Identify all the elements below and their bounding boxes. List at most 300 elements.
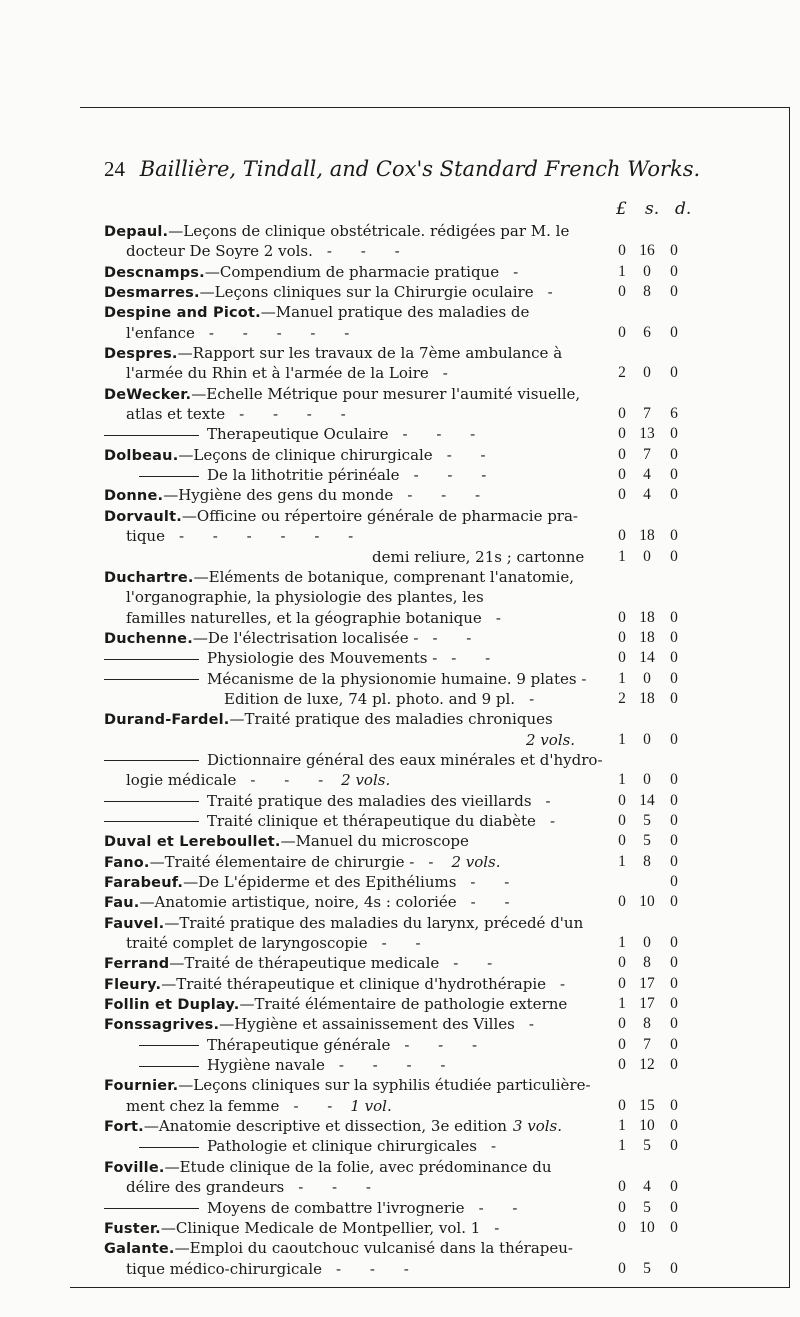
price-pence: 0 xyxy=(670,1137,678,1155)
price-pounds: 0 xyxy=(618,527,626,545)
price-pounds: 1 xyxy=(618,934,626,952)
price-pence: 0 xyxy=(670,791,678,809)
entry-author: Depaul. xyxy=(104,224,169,240)
entry-title: Traité pratique des maladies des vieillards xyxy=(207,791,532,810)
catalogue-line xyxy=(104,791,794,811)
price-pence: 0 xyxy=(670,262,678,280)
entry-text xyxy=(104,648,502,668)
entry-author: Dorvault. xyxy=(104,508,182,525)
price-shillings: 7 xyxy=(643,445,651,463)
entry-title: Mécanisme de la physionomie humaine. 9 plates - xyxy=(207,669,587,688)
price-shillings: 4 xyxy=(643,1178,651,1196)
entry-title: —Echelle Métrique pour mesurer l'aumité visuelle, xyxy=(191,384,581,403)
entry-text xyxy=(104,628,483,649)
entry-title: —De L'épiderme et des Epithéliums xyxy=(183,873,457,891)
entry-text xyxy=(126,1096,392,1116)
entry-author: Despres. xyxy=(104,346,178,363)
entry-title: —Leçons cliniques sur la Chirurgie oculaire xyxy=(199,283,534,302)
entry-title: Hygiène navale xyxy=(207,1056,325,1075)
price-pence: 0 xyxy=(670,669,678,687)
entry-title: —Anatomie descriptive et dissection, 3e edition xyxy=(143,1117,507,1136)
price-pence: 0 xyxy=(670,425,678,443)
entry-title: ment chez la femme xyxy=(126,1096,280,1115)
entry-text xyxy=(126,1177,383,1197)
entry-text xyxy=(104,1218,511,1239)
price-pounds: 1 xyxy=(618,730,626,748)
leader-dashes: - xyxy=(428,852,446,871)
entry-author: Descnamps. xyxy=(104,264,205,281)
price-shillings: 4 xyxy=(643,466,651,484)
entry-title: demi reliure, 21s ; cartonne xyxy=(372,547,585,566)
ditto-rule xyxy=(139,1066,199,1067)
leader-dashes: - xyxy=(547,283,565,302)
catalogue-line xyxy=(104,1014,794,1034)
catalogue-line xyxy=(104,323,794,343)
price-shillings: 18 xyxy=(639,628,655,646)
price-shillings: 0 xyxy=(643,934,651,952)
price-pounds: 0 xyxy=(618,242,626,260)
price-pence: 0 xyxy=(670,323,678,341)
entry-author: Duchenne. xyxy=(104,630,193,647)
catalogue-line xyxy=(104,221,794,241)
leader-dashes: - - - xyxy=(402,425,488,444)
price-pounds: 0 xyxy=(618,425,626,443)
entry-text xyxy=(104,872,521,893)
price-shillings: 5 xyxy=(643,1137,651,1155)
entry-title: tique xyxy=(126,527,165,546)
leader-dashes: - - xyxy=(381,934,433,953)
ditto-rule xyxy=(139,1045,199,1046)
entry-text xyxy=(104,1157,552,1178)
entry-author: Follin et Duplay. xyxy=(104,997,240,1014)
price-pence: 0 xyxy=(670,242,678,260)
entry-text xyxy=(126,404,358,424)
price-shillings: 0 xyxy=(643,669,651,687)
entry-title: —Manuel du microscope xyxy=(280,832,469,851)
catalogue-line xyxy=(104,913,794,933)
price-pounds: 0 xyxy=(618,1218,626,1236)
pence-column-header: d. xyxy=(675,199,692,219)
price-shillings: 0 xyxy=(643,262,651,280)
catalogue-line xyxy=(104,1116,794,1136)
price-shillings: 10 xyxy=(639,1117,655,1135)
leader-dashes: - - xyxy=(451,649,503,668)
entry-text xyxy=(126,1259,421,1279)
price-pounds: 0 xyxy=(618,832,626,850)
price-shillings: 0 xyxy=(643,547,651,565)
price-pounds: 0 xyxy=(618,608,626,626)
entry-text xyxy=(104,343,562,364)
entry-text xyxy=(104,302,529,323)
catalogue-line xyxy=(104,1198,794,1218)
entry-title: traité complet de laryngoscopie xyxy=(126,934,368,953)
ditto-rule xyxy=(139,476,199,477)
price-shillings: 17 xyxy=(639,974,655,992)
catalogue-line xyxy=(104,343,794,363)
entry-author: Ferrand xyxy=(104,956,170,973)
entry-text xyxy=(104,567,574,588)
entry-title: Traité clinique et thérapeutique du diabète xyxy=(207,811,536,830)
ditto-rule xyxy=(104,801,199,802)
leader-dashes: - xyxy=(494,1218,512,1237)
entry-text xyxy=(126,241,412,261)
price-pounds: 2 xyxy=(618,689,626,707)
price-pence: 0 xyxy=(670,852,678,870)
catalogue-line xyxy=(104,465,794,485)
entry-text xyxy=(104,282,565,303)
entry-text xyxy=(126,587,484,607)
price-pounds: 0 xyxy=(618,445,626,463)
price-shillings: 7 xyxy=(643,405,651,423)
entry-title: familles naturelles, et la géographie botanique xyxy=(126,608,482,627)
entry-title: —Hygiène des gens du monde xyxy=(163,486,394,505)
page-number: 24 xyxy=(104,157,125,181)
price-pounds: 0 xyxy=(618,893,626,911)
entry-title: logie médicale xyxy=(126,771,237,790)
entry-text xyxy=(104,913,583,934)
entry-title: l'enfance xyxy=(126,323,195,342)
entry-author: Fort. xyxy=(104,1119,144,1136)
price-shillings: 0 xyxy=(643,771,651,789)
entry-text xyxy=(104,974,577,995)
price-pence: 0 xyxy=(670,873,678,890)
entry-title: —Hygiène et assainissement des Villes xyxy=(219,1015,515,1034)
ditto-rule xyxy=(139,1147,199,1148)
entry-title: —Leçons de clinique chirurgicale xyxy=(178,445,433,464)
entry-title: Therapeutique Oculaire xyxy=(207,425,389,444)
price-pounds: 1 xyxy=(618,1137,626,1155)
price-shillings: 14 xyxy=(639,649,655,667)
price-pounds: 0 xyxy=(618,323,626,341)
entry-text xyxy=(104,831,469,852)
entry-text xyxy=(104,750,603,770)
catalogue-line xyxy=(104,384,794,404)
price-shillings: 10 xyxy=(639,1218,655,1236)
entry-author: Farabeuf. xyxy=(104,875,184,891)
entry-title: —Clinique Medicale de Montpellier, vol. 1 xyxy=(160,1218,481,1237)
leader-dashes: - xyxy=(528,1015,546,1034)
price-pounds: 0 xyxy=(618,1056,626,1074)
catalogue-line xyxy=(104,404,794,424)
price-shillings: 5 xyxy=(643,832,651,850)
catalogue-line xyxy=(104,424,794,444)
ditto-rule xyxy=(104,659,199,660)
price-shillings: 8 xyxy=(643,954,651,972)
price-pounds: 0 xyxy=(618,1035,626,1053)
entry-title: —Emploi du caoutchouc vulcanisé dans la thérapeu- xyxy=(174,1239,573,1258)
price-pence: 0 xyxy=(670,832,678,850)
entry-author: Fano. xyxy=(104,854,150,871)
price-shillings: 14 xyxy=(639,791,655,809)
catalogue-line xyxy=(104,750,794,770)
catalogue-line xyxy=(104,608,794,628)
volume-note: 2 vols. xyxy=(341,771,391,790)
price-pounds: 0 xyxy=(618,954,626,972)
price-pounds: 1 xyxy=(618,1117,626,1135)
leader-dashes: - - - - xyxy=(239,405,358,424)
shillings-column-header: s. xyxy=(645,199,660,219)
entry-title: atlas et texte xyxy=(126,405,226,424)
entry-author: DeWecker. xyxy=(104,386,192,403)
leader-dashes: - - - xyxy=(326,242,412,261)
catalogue-line xyxy=(104,669,794,689)
entry-author: Foville. xyxy=(104,1159,165,1176)
frame-top-rule xyxy=(80,107,790,108)
price-pence: 0 xyxy=(670,1117,678,1135)
catalogue-line xyxy=(104,1157,794,1177)
entry-title: —Eléments de botanique, comprenant l'anatomie, xyxy=(193,567,575,586)
entry-author: Donne. xyxy=(104,488,164,505)
entry-text xyxy=(126,933,433,953)
ditto-rule xyxy=(104,760,199,761)
ditto-rule xyxy=(104,1208,199,1209)
price-pence: 0 xyxy=(670,1015,678,1033)
catalogue-line xyxy=(104,241,794,261)
volume-note: 2 vols. xyxy=(451,852,501,871)
leader-dashes: - xyxy=(442,364,460,383)
entry-text xyxy=(104,1035,489,1055)
price-pence: 0 xyxy=(670,974,678,992)
entry-title: —Traité thérapeutique et clinique d'hydrothérapie xyxy=(161,974,547,993)
leader-dashes: - xyxy=(545,791,563,810)
entry-title: Edition de luxe, 74 pl. photo. and 9 pl. xyxy=(224,689,516,708)
leader-dashes: - xyxy=(513,262,531,281)
leader-dashes: - - xyxy=(470,893,522,912)
entry-title: l'armée du Rhin et à l'armée de la Loire xyxy=(126,364,429,383)
entry-title: Dictionnaire général des eaux minérales et d'hydro- xyxy=(207,750,603,769)
price-shillings: 6 xyxy=(643,323,651,341)
entry-text xyxy=(104,1055,457,1075)
price-pence: 0 xyxy=(670,283,678,301)
leader-dashes: - - - xyxy=(250,771,336,790)
catalogue-line xyxy=(104,1136,794,1156)
entry-text xyxy=(104,424,487,444)
price-pounds: 0 xyxy=(618,466,626,484)
catalogue-line xyxy=(104,1096,794,1116)
catalogue-line xyxy=(104,547,794,567)
volume-note: 3 vols. xyxy=(512,1117,563,1136)
ditto-rule xyxy=(104,679,199,680)
ditto-rule xyxy=(104,435,199,436)
leader-dashes: - - - xyxy=(407,486,493,505)
price-pounds: 0 xyxy=(618,1198,626,1216)
entry-author: Fournier. xyxy=(104,1078,179,1095)
entry-author: Duval et Lereboullet. xyxy=(104,834,281,851)
ditto-rule xyxy=(104,821,199,822)
price-pounds: 2 xyxy=(618,364,626,382)
leader-dashes: - xyxy=(549,811,568,830)
price-shillings: 0 xyxy=(643,364,651,382)
price-pounds: 0 xyxy=(618,974,626,992)
catalogue-line xyxy=(104,648,794,668)
price-pounds: 0 xyxy=(618,628,626,646)
catalogue-line xyxy=(104,1075,794,1095)
entry-text xyxy=(104,709,553,730)
leader-dashes: - - - xyxy=(336,1259,421,1278)
entry-title: —Manuel pratique des maladies de xyxy=(260,303,530,322)
price-shillings: 7 xyxy=(643,1035,651,1053)
price-pence: 0 xyxy=(670,364,678,382)
price-pence: 0 xyxy=(670,1035,678,1053)
leader-dashes: - - xyxy=(453,954,505,973)
frame-bottom-rule xyxy=(70,1287,790,1288)
catalogue-line xyxy=(104,262,794,282)
price-pounds: 0 xyxy=(618,811,626,829)
price-pounds: 0 xyxy=(618,791,626,809)
price-pence: 0 xyxy=(670,445,678,463)
running-head xyxy=(104,157,764,182)
catalogue-list xyxy=(104,221,794,1279)
catalogue-line xyxy=(104,689,794,709)
entry-title: docteur De Soyre 2 vols. xyxy=(126,242,313,261)
catalogue-line xyxy=(104,363,794,383)
entry-title: —Etude clinique de la folie, avec prédominance du xyxy=(164,1157,552,1176)
leader-dashes: - xyxy=(560,974,578,993)
price-pence: 0 xyxy=(670,995,678,1013)
price-shillings: 18 xyxy=(639,689,655,707)
entry-text xyxy=(104,1198,529,1218)
leader-dashes: - - - xyxy=(413,466,499,485)
entry-author: Fuster. xyxy=(104,1220,161,1237)
entry-text xyxy=(104,811,567,831)
entry-title: l'organographie, la physiologie des plantes, les xyxy=(126,588,484,607)
price-shillings: 12 xyxy=(639,1056,655,1074)
price-pounds: 1 xyxy=(618,852,626,870)
entry-title: Physiologie des Mouvements - xyxy=(207,649,438,668)
catalogue-line xyxy=(104,1259,794,1279)
price-shillings: 8 xyxy=(643,1015,651,1033)
entry-text xyxy=(104,221,569,242)
price-pence: 0 xyxy=(670,893,678,911)
entry-text xyxy=(104,953,504,974)
price-pence: 0 xyxy=(670,547,678,565)
entry-text xyxy=(224,689,546,709)
price-shillings: 8 xyxy=(643,283,651,301)
entry-text xyxy=(104,669,586,689)
price-pence: 6 xyxy=(670,405,678,423)
leader-dashes: - - xyxy=(432,628,484,647)
catalogue-line xyxy=(104,831,794,851)
entry-text xyxy=(126,770,390,790)
catalogue-line xyxy=(104,1238,794,1258)
leader-dashes: - - - - - xyxy=(208,323,362,342)
entry-author: Durand-Fardel. xyxy=(104,712,230,729)
catalogue-line xyxy=(104,1218,794,1238)
entry-text xyxy=(104,1075,591,1096)
price-pounds: 0 xyxy=(618,649,626,667)
entry-author: Fleury. xyxy=(104,976,162,993)
entry-title: —Leçons cliniques sur la syphilis étudiée particulière- xyxy=(178,1076,591,1095)
catalogue-line xyxy=(104,1035,794,1055)
entry-text xyxy=(104,1238,573,1259)
entry-title: délire des grandeurs xyxy=(126,1178,285,1197)
page-title: Baillière, Tindall, and Cox's Standard French Works. xyxy=(139,157,701,181)
entry-text xyxy=(104,1014,546,1035)
entry-title: —Leçons de clinique obstétricale. rédigées par M. le xyxy=(168,222,570,240)
entry-author: Fonssagrives. xyxy=(104,1017,220,1034)
entry-text xyxy=(104,506,578,527)
entry-title: —Traité élémentaire de pathologie externe xyxy=(239,995,568,1014)
price-pence: 0 xyxy=(670,1178,678,1196)
entry-title: 2 vols. xyxy=(526,730,576,749)
entry-author: Galante. xyxy=(104,1241,175,1258)
catalogue-line xyxy=(104,1177,794,1197)
price-pence: 0 xyxy=(670,466,678,484)
leader-dashes: - xyxy=(529,689,547,708)
price-shillings: 4 xyxy=(643,486,651,504)
catalogue-line xyxy=(104,811,794,831)
catalogue-line xyxy=(104,282,794,302)
entry-text xyxy=(104,791,563,811)
catalogue-line xyxy=(104,994,794,1014)
entry-title: Moyens de combattre l'ivrognerie xyxy=(207,1198,465,1217)
price-shillings: 15 xyxy=(639,1096,655,1114)
entry-title: —Traité de thérapeutique medicale xyxy=(169,954,440,973)
catalogue-line xyxy=(104,709,794,729)
price-pounds: 0 xyxy=(618,1096,626,1114)
price-pence: 0 xyxy=(670,1198,678,1216)
catalogue-line xyxy=(104,953,794,973)
price-pence: 0 xyxy=(670,486,678,504)
entry-title: De la lithotritie périnéale xyxy=(207,466,400,485)
catalogue-line xyxy=(104,445,794,465)
leader-dashes: - - xyxy=(478,1198,530,1217)
entry-title: Pathologie et clinique chirurgicales xyxy=(207,1137,477,1156)
entry-author: Fau. xyxy=(104,895,140,912)
entry-title: —Officine ou répertoire générale de pharmacie pra- xyxy=(181,506,578,525)
catalogue-line xyxy=(104,933,794,953)
entry-text xyxy=(126,608,513,628)
price-pence: 0 xyxy=(670,730,678,748)
price-shillings: 5 xyxy=(643,811,651,829)
entry-text xyxy=(104,1116,562,1137)
price-pounds: 0 xyxy=(618,1259,626,1277)
entry-text xyxy=(104,465,498,485)
catalogue-line xyxy=(104,872,794,892)
entry-title: —Anatomie artistique, noire, 4s : coloriée xyxy=(139,893,457,912)
price-shillings: 0 xyxy=(643,730,651,748)
price-pence: 0 xyxy=(670,1259,678,1277)
catalogue-line xyxy=(104,485,794,505)
pounds-column-header: £ xyxy=(616,199,627,219)
entry-title: tique médico-chirurgicale xyxy=(126,1259,323,1278)
price-pence: 0 xyxy=(670,1218,678,1236)
price-shillings: 10 xyxy=(639,893,655,911)
leader-dashes: - xyxy=(490,1137,509,1156)
leader-dashes: - - - xyxy=(298,1178,383,1197)
leader-dashes: - - - - - - xyxy=(178,527,366,546)
entry-text xyxy=(104,852,501,873)
price-shillings: 8 xyxy=(643,852,651,870)
price-pence: 0 xyxy=(670,954,678,972)
entry-text xyxy=(126,323,361,343)
catalogue-line xyxy=(104,506,794,526)
price-pounds: 0 xyxy=(618,1178,626,1196)
price-shillings: 18 xyxy=(639,527,655,545)
entry-text xyxy=(104,485,492,506)
price-shillings: 5 xyxy=(643,1259,651,1277)
entry-author: Fauvel. xyxy=(104,915,165,932)
catalogue-line xyxy=(104,770,794,790)
price-shillings: 5 xyxy=(643,1198,651,1216)
entry-author: Despine and Picot. xyxy=(104,305,261,322)
entry-title: —Traité élementaire de chirurgie - xyxy=(149,852,415,871)
entry-text xyxy=(104,262,530,283)
entry-text xyxy=(104,892,522,913)
entry-title: —Traité pratique des maladies du larynx, précedé d'un xyxy=(164,913,584,932)
price-pence: 0 xyxy=(670,1056,678,1074)
entry-title: Thérapeutique générale xyxy=(207,1035,391,1054)
